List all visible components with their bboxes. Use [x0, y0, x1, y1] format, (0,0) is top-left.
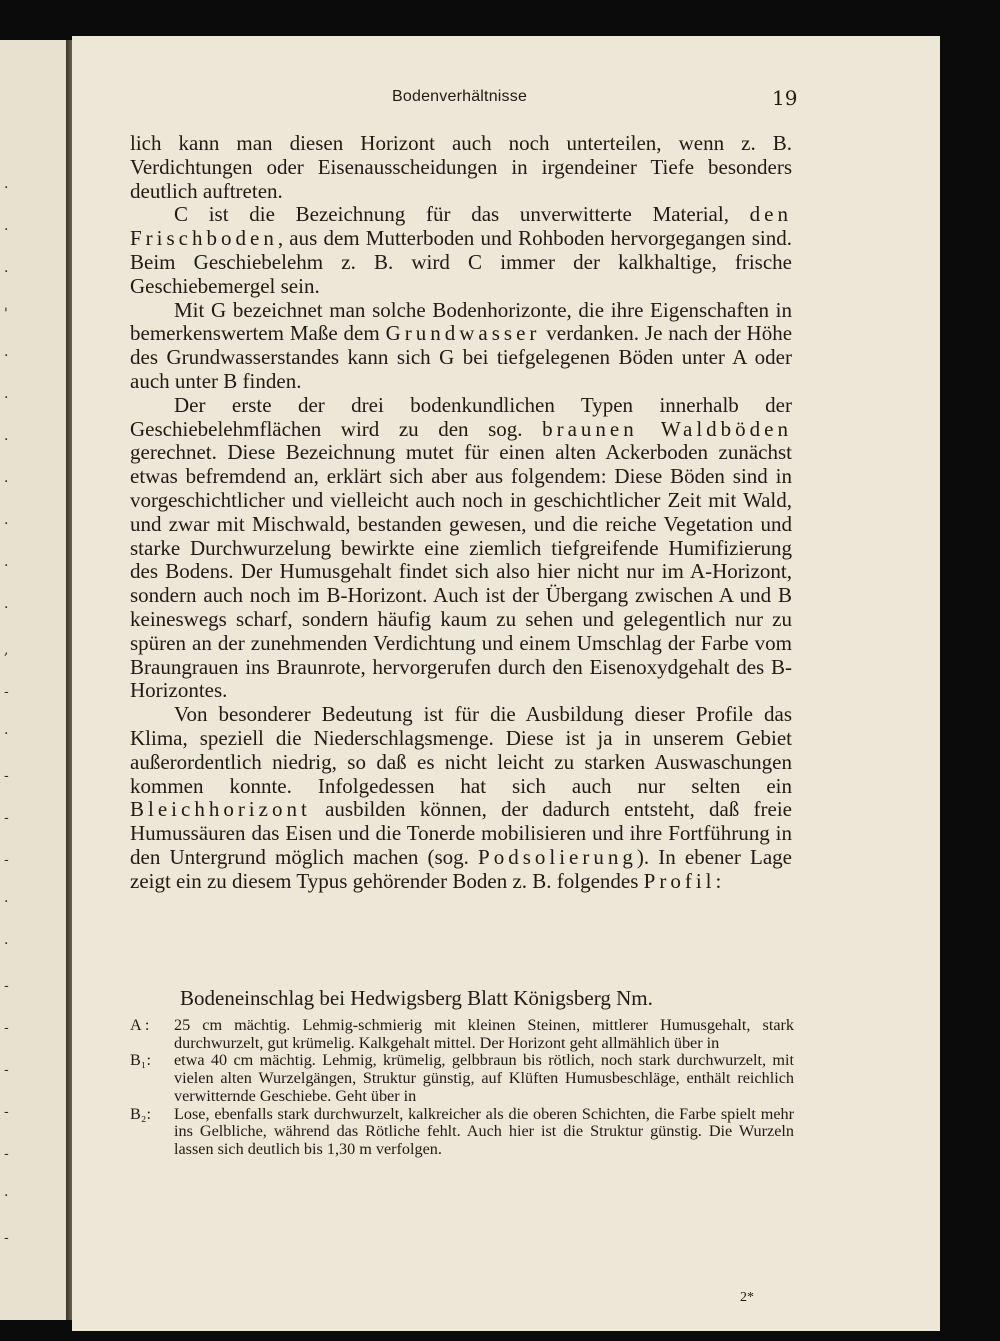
horizon-description: Lose, ebenfalls stark durchwurzelt, kalkreicher als die oberen Schichten, die Farbe spielt mehr ins Gelbliche, während das Rötliche fehlt. Auch hier ist die Struktur günstig. Die Wurzeln lassen sich deutlich bis 1,30 m verfolgen. [174, 1104, 794, 1158]
facing-page-mark: · [4, 894, 9, 910]
facing-page-mark: - [4, 1020, 9, 1036]
running-head: Bodenverhältnisse [392, 88, 528, 105]
horizon-entry [130, 1052, 794, 1105]
horizon-description: etwa 40 cm mächtig. Lehmig, krümelig, gelbbraun bis rötlich, noch stark durchwurzelt, mit vielen alten Wurzelgängen, Struktur günstig, auf Klüften Humusbeschläge, enthält reichlich verwitternde Geschiebe. Geht über in [174, 1051, 794, 1105]
horizon-label: B₂: [130, 1104, 151, 1123]
facing-page-mark: - [4, 768, 9, 784]
facing-page-mark: · [4, 1188, 9, 1204]
text-run: verdanken. Je nach der Höhe des Grundwasserstandes kann sich G bei tiefgelegenen Böden unter A oder auch unter B finden. [130, 321, 793, 393]
signature-mark: 2* [740, 1290, 754, 1305]
facing-page-mark: - [4, 684, 9, 700]
horizon-entry [130, 1106, 794, 1159]
facing-page-mark: · [4, 726, 9, 742]
facing-page-mark: · [4, 474, 9, 490]
previous-page-edge [0, 40, 70, 1320]
text-run: C ist die Bezeichnung für das unverwitterte Material, [174, 202, 750, 227]
paragraph [130, 703, 792, 893]
paragraph [130, 394, 792, 703]
profile-heading: Bodeneinschlag bei Hedwigsberg Blatt Königsberg Nm. [180, 986, 653, 1010]
spaced-term: den Frischboden [130, 202, 792, 251]
text-run: Mit G bezeichnet man solche Bodenhorizonte, die ihre Eigenschaften in bemerkenswertem Maße dem [130, 297, 792, 346]
body-text [130, 132, 792, 894]
horizon-entry [130, 1017, 794, 1052]
facing-page-mark: · [4, 222, 9, 238]
text-run: ). In ebener Lage zeigt ein zu diesem Typus gehörender Boden z. B. folgendes [130, 844, 792, 893]
spaced-term: Podsolierung [478, 844, 637, 869]
soil-profile [130, 1017, 794, 1159]
facing-page-mark: - [4, 1230, 9, 1246]
paragraph [130, 132, 792, 203]
facing-page-mark: · [4, 390, 9, 406]
horizon-label: A : [130, 1016, 150, 1034]
text-run: ausbilden können, der dadurch entsteht, daß freie Humussäuren das Eisen und die Tonerde mobilisieren und ihre Fortführung in den Untergrund möglich machen (sog. [130, 797, 792, 869]
facing-page-mark: - [4, 810, 9, 826]
facing-page-mark: ' [4, 306, 8, 322]
spaced-term: Grundwasser [385, 321, 541, 346]
facing-page-mark: · [4, 348, 9, 364]
text-run: gerechnet. Diese Bezeichnung mutet für einen alten Ackerboden zunächst etwas befremdend an, erklärt sich aber aus folgendem: Diese Böden sind in vorgeschichtlicher und vielleicht auch noch in geschichtlicher Zeit mit Wald, und zwar mit Mischwald, bestanden gewesen, und die reiche Vegetation und starke Durchwurzelung bewirkte eine ziemlich tiefgreifende Humifizierung des Bodens. Der Humusgehalt findet sich also hier nicht nur im A-Horizont, sondern auch noch im B-Horizont. Auch ist der Übergang zwischen A und B keineswegs scharf, sondern häufig kaum zu sehen und gelegentlich nur zu spüren an der zunehmenden Verdichtung und einem Umschlag der Farbe vom Braungrauen ins Braunrote, hervorgerufen durch den Eisenoxydgehalt des B-Horizontes. [130, 440, 792, 703]
horizon-label: B₁: [130, 1051, 151, 1070]
facing-page-mark: · [4, 600, 9, 616]
facing-page-mark: - [4, 1146, 9, 1162]
text-run: , aus dem Mutterboden und Rohboden hervorgegangen sind. Beim Geschiebelehm z. B. wird C immer der kalkhaltige, frische Geschiebemergel sein. [130, 226, 792, 298]
paragraph [130, 203, 792, 298]
facing-page-mark: · [4, 180, 9, 196]
paragraph [130, 299, 792, 394]
horizon-description: 25 cm mächtig. Lehmig-schmierig mit kleinen Steinen, mittlerer Humusgehalt, stark durchwurzelt, gut krümelig. Kalkgehalt mittel. Der Horizont geht allmählich über in [174, 1016, 794, 1052]
facing-page-mark: · [4, 936, 9, 952]
facing-page-mark: · [4, 432, 9, 448]
facing-page-mark: - [4, 1104, 9, 1120]
facing-page-mark: · [4, 264, 9, 280]
facing-page-mark: - [4, 852, 9, 868]
facing-page-mark: , [4, 642, 9, 658]
page-number: 19 [772, 86, 798, 110]
facing-page-mark: · [4, 558, 9, 574]
spaced-term: braunen Waldböden [542, 416, 793, 441]
text-run: Von besonderer Bedeutung ist für die Ausbildung dieser Profile das Klima, speziell die Niederschlagsmenge. Diese ist ja in unserem Gebiet außerordentlich niedrig, so daß es nicht leicht zu starken Auswaschungen kommen konnte. Infolgedessen hat sich auch nur selten ein [130, 702, 792, 798]
facing-page-mark: - [4, 978, 9, 994]
spaced-term: Profil: [643, 868, 726, 893]
text-run: Der erste der drei bodenkundlichen Typen innerhalb der Geschiebelehmflächen wird zu den sog. [130, 392, 792, 441]
book-page [72, 36, 940, 1331]
spaced-term: Bleichhorizont [130, 797, 311, 822]
text-run: lich kann man diesen Horizont auch noch unterteilen, wenn z. B. Verdichtungen oder Eisenausscheidungen in irgendeiner Tiefe besonders deutlich auftreten. [130, 131, 792, 203]
facing-page-mark: · [4, 516, 9, 532]
facing-page-mark: - [4, 1062, 9, 1078]
